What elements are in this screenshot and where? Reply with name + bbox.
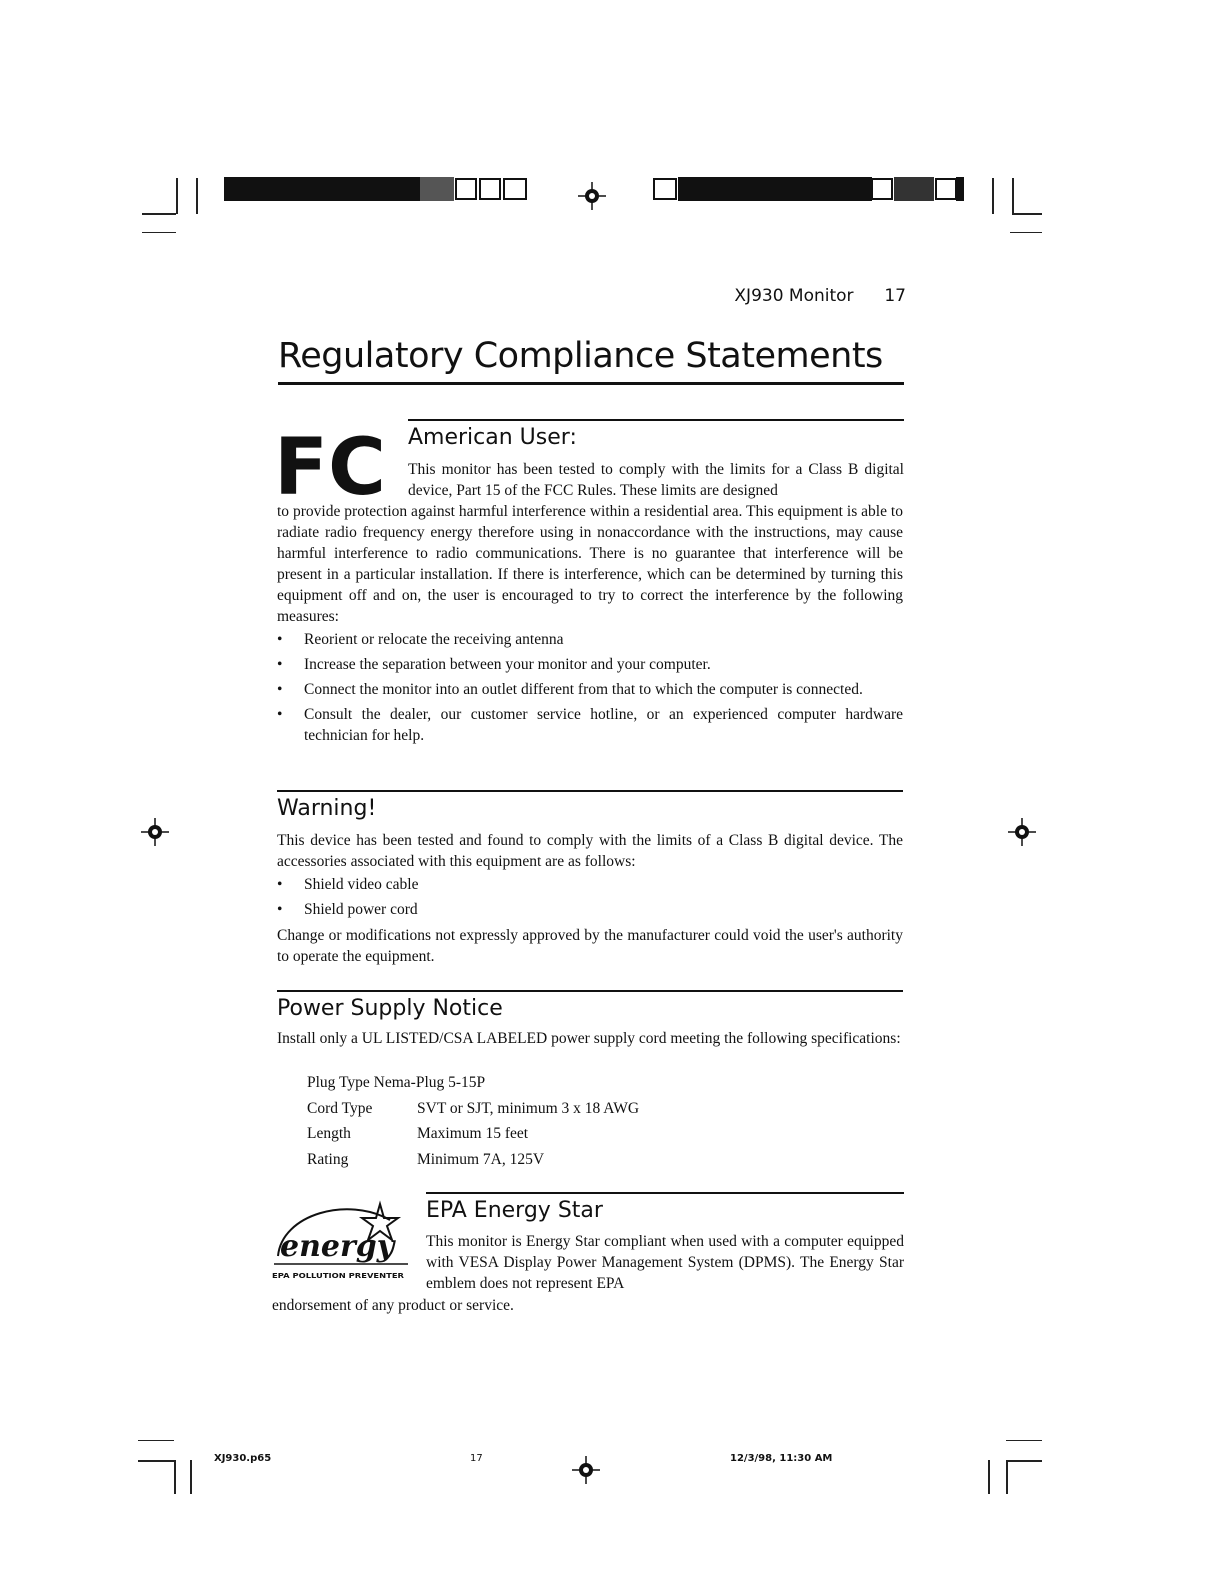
energy-star-intro-text: This monitor is Energy Star compliant when used with a computer equipped with VESA Display Power Management System (DPMS). The Energy Star emblem does not represent EPA bbox=[426, 1233, 904, 1292]
warning-note-text: Change or modifications not expressly approved by the manufacturer could void the user's authority to operate the equipment. bbox=[277, 927, 903, 965]
crop-mark bbox=[988, 1460, 990, 1494]
footer-page-number: 17 bbox=[470, 1453, 483, 1464]
table-row bbox=[307, 1096, 639, 1122]
crop-mark bbox=[174, 1460, 176, 1494]
crop-mark bbox=[1006, 1460, 1008, 1494]
energy-star-heading: EPA Energy Star bbox=[426, 1198, 603, 1223]
crop-mark bbox=[142, 232, 176, 233]
american-user-heading: American User: bbox=[408, 425, 577, 450]
list-item: • Connect the monitor into an outlet different from that to which the computer is connected. bbox=[277, 681, 863, 698]
crop-mark bbox=[176, 178, 178, 214]
power-supply-heading: Power Supply Notice bbox=[277, 996, 503, 1021]
accessories-list bbox=[277, 874, 903, 924]
crop-mark bbox=[992, 178, 994, 214]
plug-type-text: Plug Type Nema-Plug 5-15P bbox=[307, 1074, 486, 1091]
crop-mark bbox=[190, 1460, 192, 1494]
energy-star-body-text: endorsement of any product or service. bbox=[272, 1297, 514, 1314]
crop-mark bbox=[138, 1440, 174, 1441]
running-head bbox=[700, 286, 906, 306]
list-item: • Consult the dealer, our customer service hotline, or an experienced computer hardware technician for help. bbox=[277, 706, 903, 744]
fcc-body-text: to provide protection against harmful interference within a residential area. This equipment is able to radiate radio frequency energy therefore using in nonaccordance with the instructions, may cause harmful interference to radio communications. There is no guarantee that interference will be present in a particular installation. If there is interference, which can be determined by turning this equipment off and on, the user is encouraged to try to correct the interference by the following measures: bbox=[277, 503, 903, 625]
list-item: • Shield video cable bbox=[277, 876, 419, 893]
list-item: • Increase the separation between your monitor and your computer. bbox=[277, 656, 711, 673]
warning-intro-text: This device has been tested and found to comply with the limits of a Class B digital device. The accessories associated with this equipment are as follows: bbox=[277, 832, 903, 870]
table-row bbox=[307, 1121, 639, 1147]
list-item: • Shield power cord bbox=[277, 901, 418, 918]
crop-mark bbox=[1010, 232, 1042, 233]
spec-value: Minimum 7A, 125V bbox=[417, 1150, 545, 1168]
table-row bbox=[307, 1147, 639, 1173]
fcc-intro-text: This monitor has been tested to comply with the limits for a Class B digital device, Part 15 of the FCC Rules. These limits are designed bbox=[408, 461, 904, 499]
crop-mark bbox=[138, 1460, 174, 1462]
crop-mark bbox=[142, 213, 176, 215]
fcc-measures-list bbox=[277, 629, 903, 750]
spec-label: Cord Type bbox=[307, 1099, 373, 1117]
warning-section-rule bbox=[277, 790, 903, 792]
title-underline bbox=[278, 382, 904, 385]
energy-star-logo bbox=[268, 1194, 418, 1286]
running-head-page: 17 bbox=[884, 286, 906, 306]
energy-logo-word: energy bbox=[280, 1229, 395, 1264]
spec-label: Length bbox=[307, 1125, 351, 1142]
energy-star-logo-icon bbox=[268, 1194, 418, 1286]
registration-mark-top-icon bbox=[578, 182, 606, 210]
page-title: Regulatory Compliance Statements bbox=[278, 336, 883, 376]
fcc-logo-icon bbox=[276, 422, 388, 498]
footer-timestamp: 12/3/98, 11:30 AM bbox=[730, 1453, 833, 1464]
registration-mark-left-icon bbox=[141, 818, 169, 846]
spec-value: Maximum 15 feet bbox=[417, 1125, 529, 1142]
fcc-logo bbox=[276, 422, 388, 498]
spec-value: SVT or SJT, minimum 3 x 18 AWG bbox=[417, 1099, 640, 1117]
power-supply-section-rule bbox=[277, 990, 903, 992]
plug-type-row bbox=[307, 1070, 639, 1096]
printer-color-bar-left bbox=[224, 177, 530, 201]
crop-mark bbox=[1006, 1440, 1042, 1441]
running-head-title: XJ930 Monitor bbox=[734, 286, 854, 306]
power-cord-spec-table bbox=[307, 1070, 639, 1172]
fcc-section-rule bbox=[408, 419, 904, 421]
printer-color-bar-right bbox=[652, 177, 964, 201]
energy-logo-caption: EPA POLLUTION PREVENTER bbox=[272, 1272, 405, 1280]
crop-mark bbox=[1012, 213, 1042, 215]
footer-file-name: XJ930.p65 bbox=[214, 1453, 272, 1464]
power-supply-intro-text: Install only a UL LISTED/CSA LABELED power supply cord meeting the following specifications: bbox=[277, 1030, 901, 1047]
energy-star-section-rule bbox=[426, 1192, 904, 1194]
registration-mark-right-icon bbox=[1008, 818, 1036, 846]
crop-mark bbox=[196, 178, 198, 214]
registration-mark-bottom-icon bbox=[572, 1456, 600, 1484]
list-item: • Reorient or relocate the receiving antenna bbox=[277, 631, 564, 648]
crop-mark bbox=[1012, 178, 1014, 214]
spec-label: Rating bbox=[307, 1150, 349, 1168]
warning-heading: Warning! bbox=[277, 796, 377, 821]
crop-mark bbox=[1006, 1460, 1042, 1462]
fcc-logo-text: FC bbox=[276, 423, 386, 498]
